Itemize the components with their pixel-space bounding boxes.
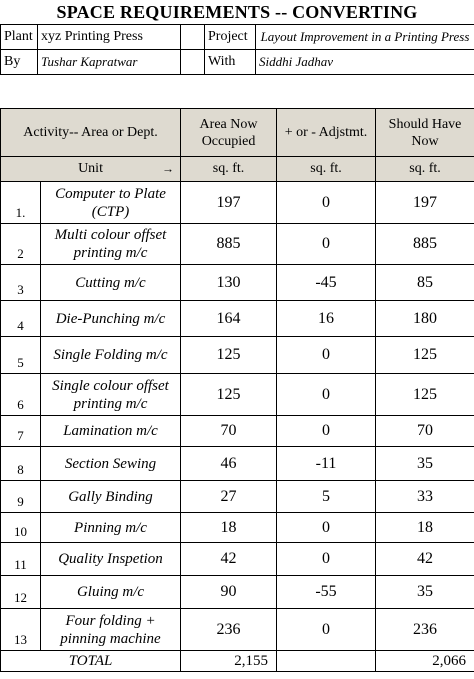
row-adjustment: 0 xyxy=(277,609,376,651)
row-should-have: 85 xyxy=(376,265,474,301)
row-area-now: 130 xyxy=(181,265,277,301)
row-activity: Gally Binding xyxy=(41,481,181,513)
table-row xyxy=(1,447,474,481)
row-area-now: 70 xyxy=(181,416,277,447)
table-row xyxy=(1,609,474,651)
row-number: 8 xyxy=(1,447,41,481)
row-area-now: 18 xyxy=(181,513,277,543)
row-adjustment: 0 xyxy=(277,513,376,543)
row-number: 9 xyxy=(1,481,41,513)
plant-value: xyz Printing Press xyxy=(38,25,181,50)
row-adjustment: 0 xyxy=(277,543,376,576)
row-adjustment: 16 xyxy=(277,301,376,337)
row-activity: Single colour offset printing m/c xyxy=(41,374,181,416)
table-row xyxy=(1,224,474,265)
row-should-have: 18 xyxy=(376,513,474,543)
unit-sqft-adjust: sq. ft. xyxy=(277,157,376,182)
with-value: Siddhi Jadhav xyxy=(256,50,474,75)
table-row xyxy=(1,265,474,301)
row-should-have: 42 xyxy=(376,543,474,576)
row-activity: Lamination m/c xyxy=(41,416,181,447)
row-should-have: 70 xyxy=(376,416,474,447)
row-area-now: 197 xyxy=(181,182,277,224)
row-number: 13 xyxy=(1,609,41,651)
row-area-now: 46 xyxy=(181,447,277,481)
row-adjustment: 0 xyxy=(277,416,376,447)
total-adjust-blank xyxy=(277,651,376,672)
row-activity: Multi colour offset printing m/c xyxy=(41,224,181,265)
by-value: Tushar Kapratwar xyxy=(38,50,181,75)
row-adjustment: -55 xyxy=(277,576,376,609)
row-adjustment: 0 xyxy=(277,224,376,265)
row-area-now: 42 xyxy=(181,543,277,576)
total-area: 2,155 xyxy=(181,651,277,672)
meta-blank-cell xyxy=(181,50,205,75)
table-row xyxy=(1,576,474,609)
row-activity: Pinning m/c xyxy=(41,513,181,543)
row-number: 10 xyxy=(1,513,41,543)
row-activity: Computer to Plate (CTP) xyxy=(41,182,181,224)
header-adjustment: + or - Adjstmt. xyxy=(277,109,376,157)
row-number: 4 xyxy=(1,301,41,337)
with-label: With xyxy=(205,50,256,75)
row-adjustment: 5 xyxy=(277,481,376,513)
total-label: TOTAL xyxy=(1,651,181,672)
meta-table xyxy=(0,24,474,75)
unit-sqft-area: sq. ft. xyxy=(181,157,277,182)
row-should-have: 236 xyxy=(376,609,474,651)
row-number: 12 xyxy=(1,576,41,609)
row-area-now: 27 xyxy=(181,481,277,513)
header-area-now: Area Now Occupied xyxy=(181,109,277,157)
table-row xyxy=(1,513,474,543)
by-label: By xyxy=(1,50,38,75)
row-activity: Section Sewing xyxy=(41,447,181,481)
unit-label: Unit xyxy=(78,161,103,176)
project-label: Project xyxy=(205,25,256,50)
row-area-now: 164 xyxy=(181,301,277,337)
total-should: 2,066 xyxy=(376,651,474,672)
table-row xyxy=(1,374,474,416)
row-adjustment: -45 xyxy=(277,265,376,301)
row-number: 2 xyxy=(1,224,41,265)
row-should-have: 35 xyxy=(376,576,474,609)
row-number: 6 xyxy=(1,374,41,416)
table-row xyxy=(1,543,474,576)
unit-sqft-should: sq. ft. xyxy=(376,157,474,182)
row-activity: Four folding + pinning machine xyxy=(41,609,181,651)
row-should-have: 180 xyxy=(376,301,474,337)
row-number: 11 xyxy=(1,543,41,576)
row-should-have: 125 xyxy=(376,337,474,374)
row-should-have: 885 xyxy=(376,224,474,265)
meta-blank-cell xyxy=(181,25,205,50)
table-row xyxy=(1,301,474,337)
row-number: 1. xyxy=(1,182,41,224)
row-area-now: 90 xyxy=(181,576,277,609)
row-should-have: 33 xyxy=(376,481,474,513)
row-activity: Gluing m/c xyxy=(41,576,181,609)
row-adjustment: -11 xyxy=(277,447,376,481)
table-row xyxy=(1,481,474,513)
table-row xyxy=(1,416,474,447)
row-area-now: 885 xyxy=(181,224,277,265)
header-should-have: Should Have Now xyxy=(376,109,474,157)
project-value: Layout Improvement in a Printing Press xyxy=(256,25,474,50)
row-area-now: 236 xyxy=(181,609,277,651)
row-area-now: 125 xyxy=(181,337,277,374)
row-adjustment: 0 xyxy=(277,182,376,224)
row-should-have: 125 xyxy=(376,374,474,416)
row-activity: Die-Punching m/c xyxy=(41,301,181,337)
row-activity: Single Folding m/c xyxy=(41,337,181,374)
row-should-have: 197 xyxy=(376,182,474,224)
row-should-have: 35 xyxy=(376,447,474,481)
table-row xyxy=(1,337,474,374)
row-adjustment: 0 xyxy=(277,374,376,416)
row-number: 7 xyxy=(1,416,41,447)
row-number: 5 xyxy=(1,337,41,374)
sheet-title: SPACE REQUIREMENTS -- CONVERTING xyxy=(56,2,418,22)
requirements-table xyxy=(0,108,474,672)
table-row xyxy=(1,182,474,224)
spacer-row xyxy=(0,84,474,109)
row-activity: Cutting m/c xyxy=(41,265,181,301)
row-adjustment: 0 xyxy=(277,337,376,374)
row-activity: Quality Inspetion xyxy=(41,543,181,576)
row-area-now: 125 xyxy=(181,374,277,416)
header-activity: Activity-- Area or Dept. xyxy=(1,109,181,157)
row-number: 3 xyxy=(1,265,41,301)
arrow-right-icon: → xyxy=(162,161,175,176)
plant-label: Plant xyxy=(1,25,38,50)
header-unit xyxy=(1,157,181,182)
